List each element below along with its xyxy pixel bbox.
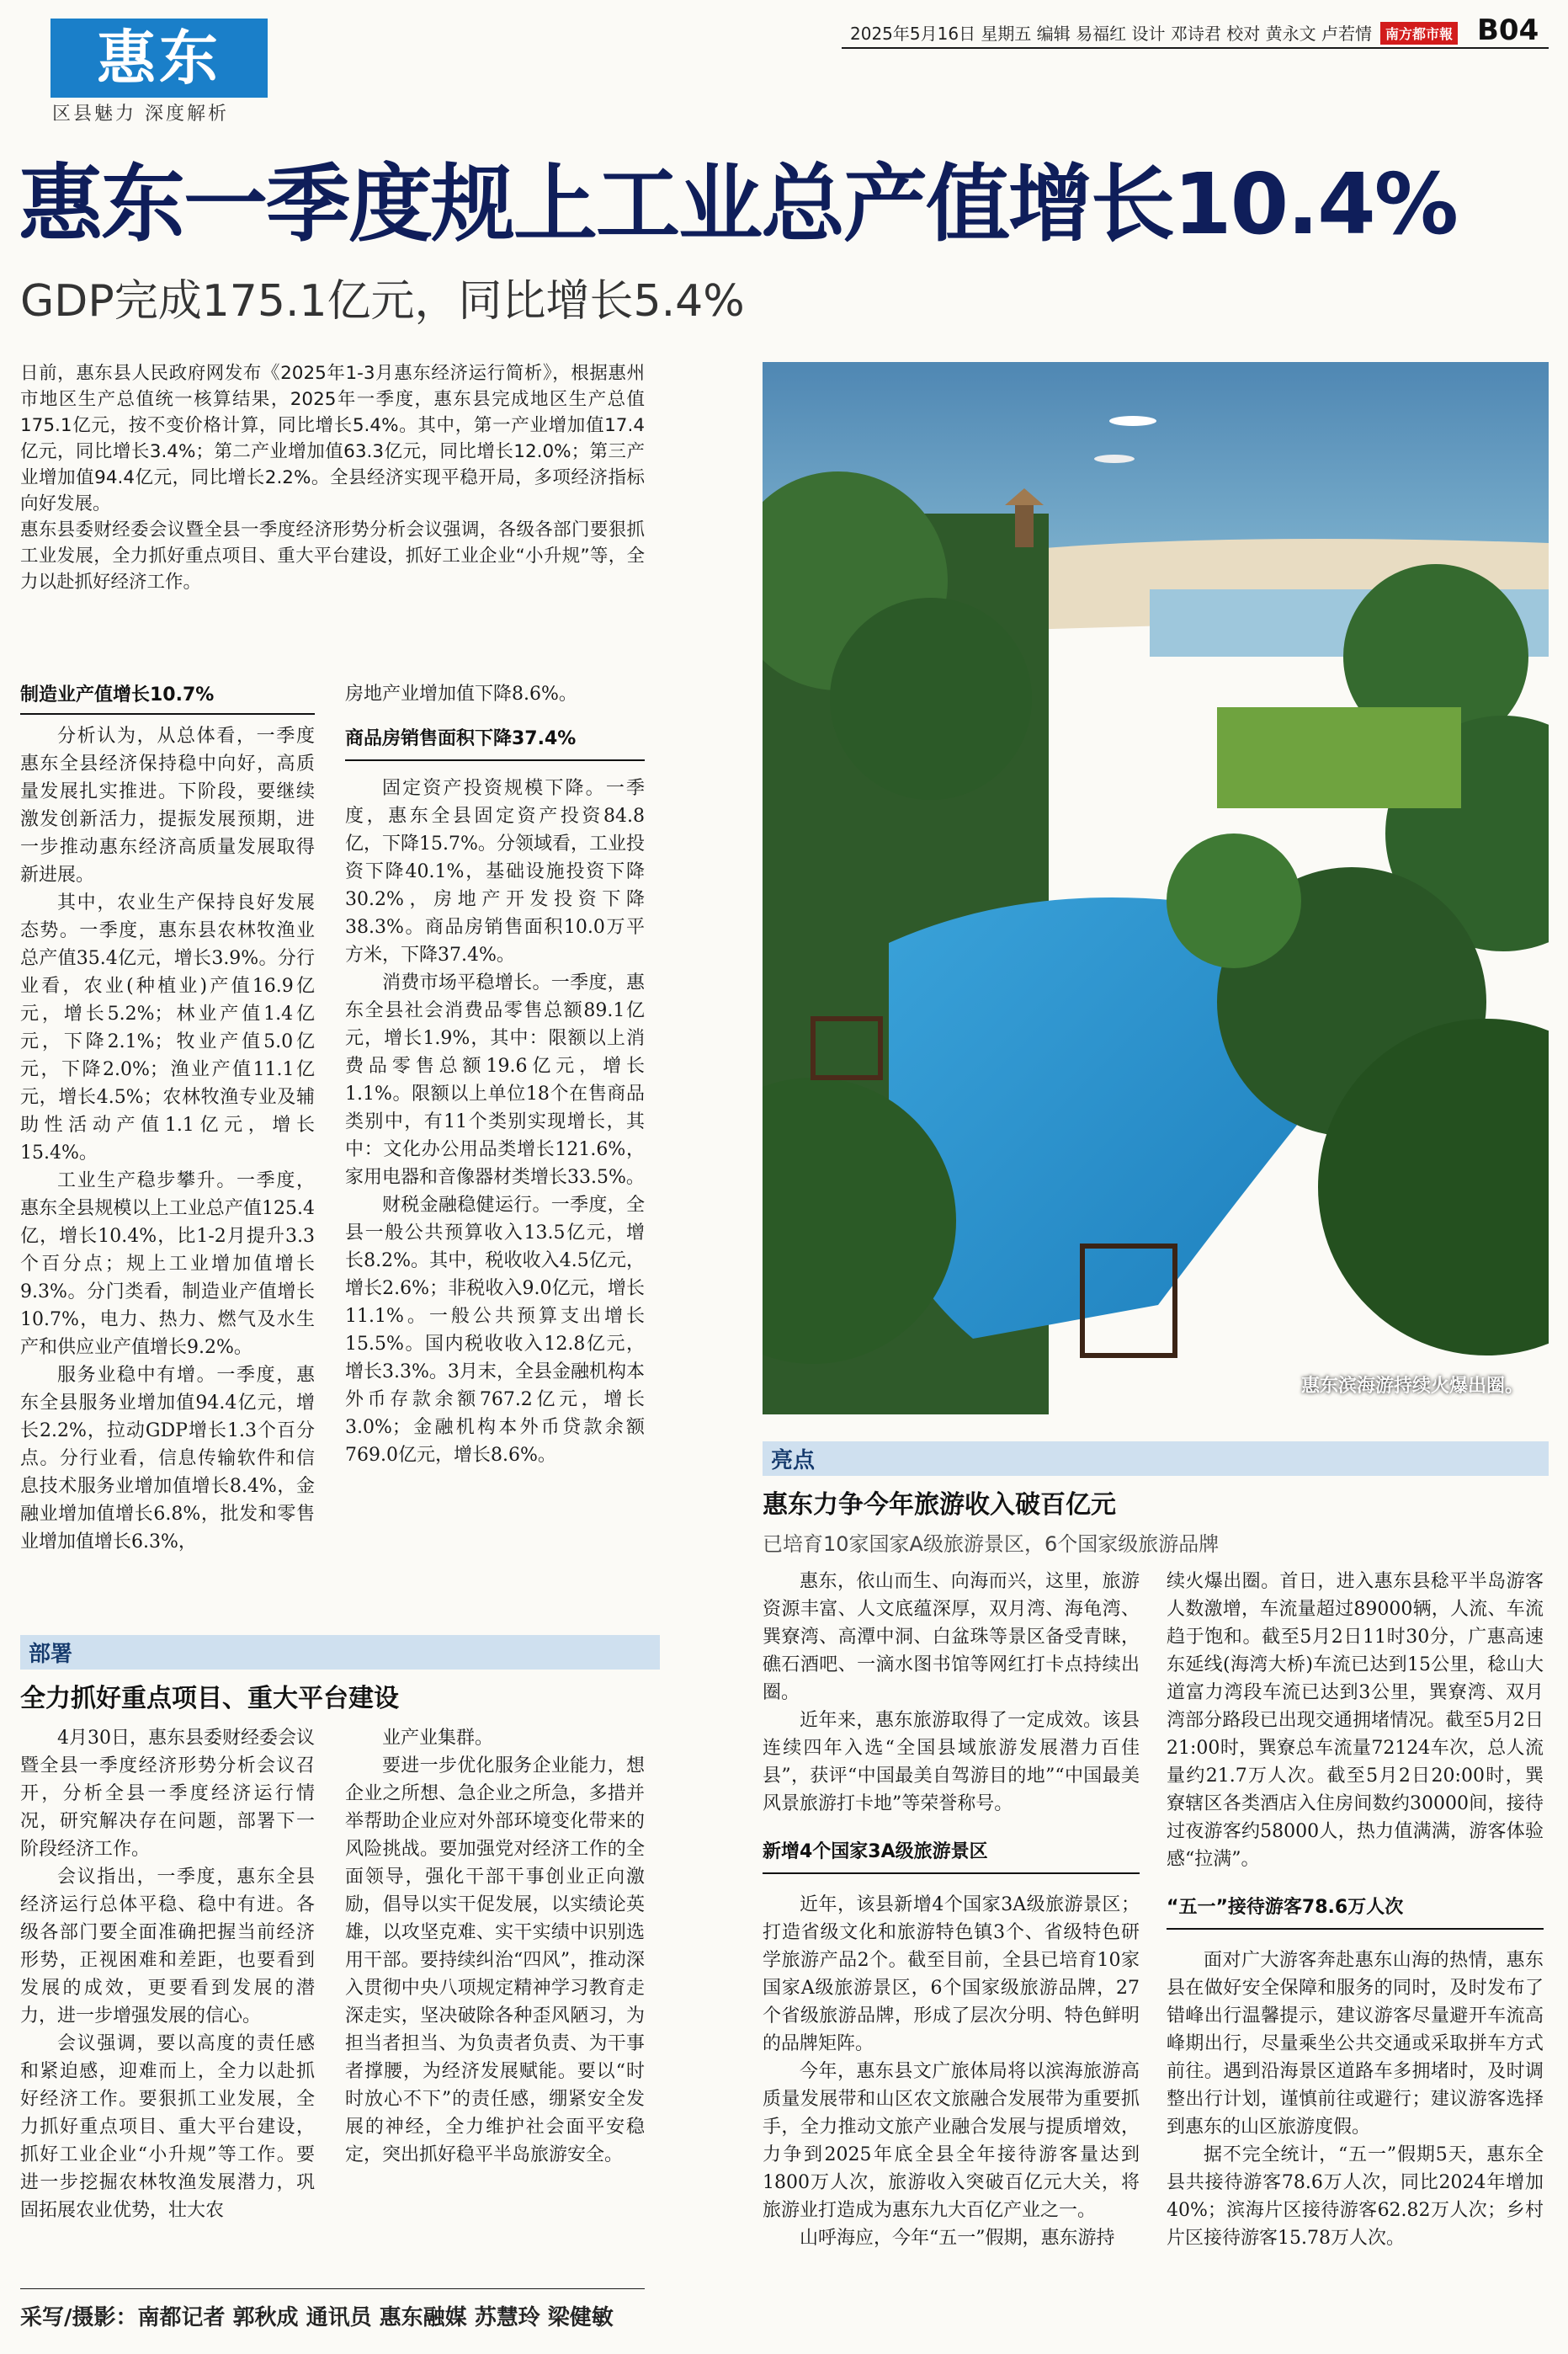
section3-heading-a: 新增4个国家3A级旅游景区 — [763, 1838, 1140, 1874]
paragraph: 据不完全统计，“五一”假期5天，惠东全县共接待游客78.6万人次，同比2024年增加40%；滨海片区接待游客62.82万人次；乡村片区接待游客15.78万人次。 — [1167, 2144, 1544, 2249]
paper-logo: 南方都市報 — [1380, 22, 1458, 45]
paragraph: 今年，惠东县文广旅体局将以滨海旅游高质量发展带和山区农文旅融合发展带为重要抓手，全力推动文旅产业融合发展与提质增效，力争到2025年底全县全年接待游客量达到1800万人次，旅游收入突破百亿元大关，将旅游业打造成为惠东九大百亿产业之一。 — [763, 2061, 1140, 2221]
paragraph: 财税金融稳健运行。一季度，全县一般公共预算收入13.5亿元，增长8.2%。其中，税收收入4.5亿元，增长2.6%；非税收入9.0亿元，增长11.1%。一般公共预算支出增长15.5%。国内税收收入12.8亿元，增长3.3%。3月末，全县金融机构本外币存款余额767.2亿元，增长3.0%；金融机构本外币贷款余额769.0亿元，增长8.6%。 — [345, 1195, 645, 1466]
photo-caption: 惠东滨海游持续火爆出圈。 — [1300, 1376, 1523, 1397]
paragraph: 要进一步优化服务企业能力，想企业之所想、急企业之所急，多措并举帮助企业应对外部环境变化带来的风险挑战。要加强党对经济工作的全面领导，强化干部干事创业正向激励，倡导以实干促发展，以实绩论英雄，以攻坚克难、实干实绩中识别选用干部。要持续纠治“四风”，推动深入贯彻中央八项规定精神学习教育走深走实，坚决破除各种歪风陋习，为担当者担当、为负责者负责、为干事者撑腰，为经济发展赋能。要以“时时放心不下”的责任感，绷紧安全发展的神经，全力维护社会面平安稳定，突出抓好稳平半岛旅游安全。 — [345, 1755, 645, 2165]
paragraph: 4月30日，惠东县委财经委会议暨全县一季度经济形势分析会议召开，分析全县一季度经济运行情况，研究解决存在问题，部署下一阶段经济工作。 — [20, 1728, 315, 1860]
paragraph: 工业生产稳步攀升。一季度，惠东全县规模以上工业总产值125.4亿，增长10.4%，比1-2月提升3.3个百分点；规上工业增加值增长9.3%。分门类看，制造业产值增长10.7%，电力、热力、燃气及水生产和供应业产值增长9.2%。 — [20, 1170, 315, 1358]
paragraph: 续火爆出圈。首日，进入惠东县稔平半岛游客人数激增，车流量超过89000辆，人流、车流趋于饱和。截至5月2日11时30分，广惠高速东延线(海湾大桥)车流已达到15公里，稔山大道富力湾段车流已达到3公里，巽寮湾、双月湾部分路段已出现交通拥堵情况。截至5月2日21:00时，巽寮总车流量72124车次，总人流量约21.7万人次。截至5月2日20:00时，巽寮辖区各类酒店入住房间数约30000间，接待过夜游客约58000人，热力值满满，游客体验感“拉满”。 — [1167, 1571, 1544, 1870]
section2-title: 全力抓好重点项目、重大平台建设 — [20, 1684, 399, 1713]
section2-right-column — [345, 1724, 645, 2169]
section2-left-column — [20, 1724, 315, 2224]
paragraph: 惠东，依山而生、向海而兴，这里，旅游资源丰富、人文底蕴深厚，双月湾、海龟湾、巽寮湾、高潭中洞、白盆珠等景区备受青睐，礁石酒吧、一滴水图书馆等网红打卡点持续出圈。 — [763, 1571, 1140, 1703]
byline: 采写/摄影：南都记者 郭秋成 通讯员 惠东融媒 苏慧玲 梁健敏 — [20, 2305, 614, 2330]
paragraph: 山呼海应，今年“五一”假期，惠东游持 — [800, 2228, 1115, 2249]
top-rule — [842, 47, 1549, 49]
headline: 惠东一季度规上工业总产值增长10.4% — [19, 155, 1457, 253]
staff-credits: 编辑 易福红 设计 邓诗君 校对 黄永文 卢若情 — [1036, 24, 1372, 44]
section3-title: 惠东力争今年旅游收入破百亿元 — [763, 1490, 1116, 1520]
footer-rule — [20, 2288, 645, 2289]
paragraph: 其中，农业生产保持良好发展态势。一季度，惠东县农林牧渔业总产值35.4亿元，增长3.9%。分行业看，农业(种植业)产值16.9亿元，增长5.2%；林业产值1.4亿元，下降2.1%；牧业产值5.0亿元，下降2.0%；渔业产值11.1亿元，增长4.5%；农林牧渔专业及辅助性活动产值1.1亿元，增长15.4%。 — [20, 892, 315, 1164]
section3-band: 亮点 — [763, 1441, 1549, 1476]
section3-subtitle: 已培育10家国家A级旅游景区，6个国家级旅游品牌 — [763, 1532, 1220, 1556]
section1-column — [20, 722, 315, 1556]
lead-paragraph: 惠东县委财经委会议暨全县一季度经济形势分析会议强调，各级各部门要狠抓工业发展，全力抓好重点项目、重大平台建设，抓好工业企业“小升规”等，全力以赴抓好经济工作。 — [20, 519, 645, 593]
paragraph: 业产业集群。 — [382, 1728, 494, 1749]
photo-illustration — [763, 362, 1549, 1414]
page-number: B04 — [1477, 13, 1539, 47]
paragraph: 消费市场平稳增长。一季度，惠东全县社会消费品零售总额89.1亿元，增长1.9%，其中：限额以上消费品零售总额19.6亿元，增长1.1%。限额以上单位18个在售商品类别中，有11个类别实现增长，其中：文化办公用品类增长121.6%，家用电器和音像器材类增长33.5%。 — [345, 972, 645, 1188]
section2-band: 部署 — [20, 1635, 660, 1670]
paragraph: 近年来，惠东旅游取得了一定成效。该县连续四年入选“全国县域旅游发展潜力百佳县”，获评“中国最美自驾游目的地”“中国最美风景旅游打卡地”等荣誉称号。 — [763, 1710, 1140, 1814]
page-info — [850, 20, 1372, 45]
issue-date: 2025年5月16日 星期五 — [850, 24, 1032, 44]
lead-text — [20, 360, 645, 595]
paragraph: 服务业稳中有增。一季度，惠东全县服务业增加值94.4亿元，增长2.2%，拉动GDP增长1.3个百分点。分行业看，信息传输软件和信息技术服务业增加值增长8.4%，金融业增加值增长6.8%，批发和零售业增加值增长6.3%， — [20, 1365, 315, 1552]
section-tagline: 区县魅力 深度解析 — [52, 104, 229, 125]
beach-resort-photo — [763, 362, 1549, 1414]
section1b-heading: 商品房销售面积下降37.4% — [345, 725, 645, 761]
section-masthead: 惠东 — [50, 19, 268, 98]
section1b-column — [345, 680, 645, 1469]
lead-paragraph: 日前，惠东县人民政府网发布《2025年1-3月惠东经济运行简析》，根据惠州市地区生产总值统一核算结果，2025年一季度，惠东县完成地区生产总值175.1亿元，按不变价格计算，同比增长5.4%。其中，第一产业增加值17.4亿元，同比增长3.4%；第二产业增加值63.3亿元，同比增长12.0%；第三产业增加值94.4亿元，同比增长2.2%。全县经济实现平稳开局，多项经济指标向好发展。 — [20, 363, 645, 514]
paragraph: 近年，该县新增4个国家3A级旅游景区；打造省级文化和旅游特色镇3个、省级特色研学旅游产品2个。截至目前，全县已培育10家国家A级旅游景区，6个国家级旅游品牌，27个省级旅游品牌，形成了层次分明、特色鲜明的品牌矩阵。 — [763, 1894, 1140, 2054]
section3-heading-b: “五一”接待游客78.6万人次 — [1167, 1893, 1544, 1930]
paragraph: 会议指出，一季度，惠东全县经济运行总体平稳、稳中有进。各级各部门要全面准确把握当前经济形势，正视困难和差距，也要看到发展的成效，更要看到发展的潜力，进一步增强发展的信心。 — [20, 1867, 315, 2026]
section1-heading-wrap — [20, 680, 315, 715]
section3-left-column — [763, 1568, 1140, 2252]
section3-right-column — [1167, 1568, 1544, 2252]
paragraph: 分析认为，从总体看，一季度惠东全县经济保持稳中向好，高质量发展扎实推进。下阶段，要继续激发创新活力，提振发展预期，进一步推动惠东经济高质量发展取得新进展。 — [20, 726, 315, 886]
paragraph: 房地产业增加值下降8.6%。 — [345, 684, 577, 705]
paragraph: 面对广大游客奔赴惠东山海的热情，惠东县在做好安全保障和服务的同时，及时发布了错峰出行温馨提示，建议游客尽量避开车流高峰期出行，尽量乘坐公共交通或采取拼车方式前往。遇到沿海景区道路车多拥堵时，及时调整出行计划，谨慎前往或避行；建议游客选择到惠东的山区旅游度假。 — [1167, 1950, 1544, 2138]
paragraph: 固定资产投资规模下降。一季度，惠东全县固定资产投资84.8亿，下降15.7%。分领域看，工业投资下降40.1%，基础设施投资下降30.2%，房地产开发投资下降38.3%。商品房销售面积10.0万平方米，下降37.4%。 — [345, 778, 645, 966]
paragraph: 会议强调，要以高度的责任感和紧迫感，迎难而上，全力以赴抓好经济工作。要狠抓工业发展，全力抓好重点项目、重大平台建设，抓好工业企业“小升规”等工作。要进一步挖掘农林牧渔发展潜力，巩固拓展农业优势，壮大农 — [20, 2033, 315, 2221]
subheadline: GDP完成175.1亿元，同比增长5.4% — [20, 276, 745, 327]
section1-heading: 制造业产值增长10.7% — [20, 680, 315, 715]
